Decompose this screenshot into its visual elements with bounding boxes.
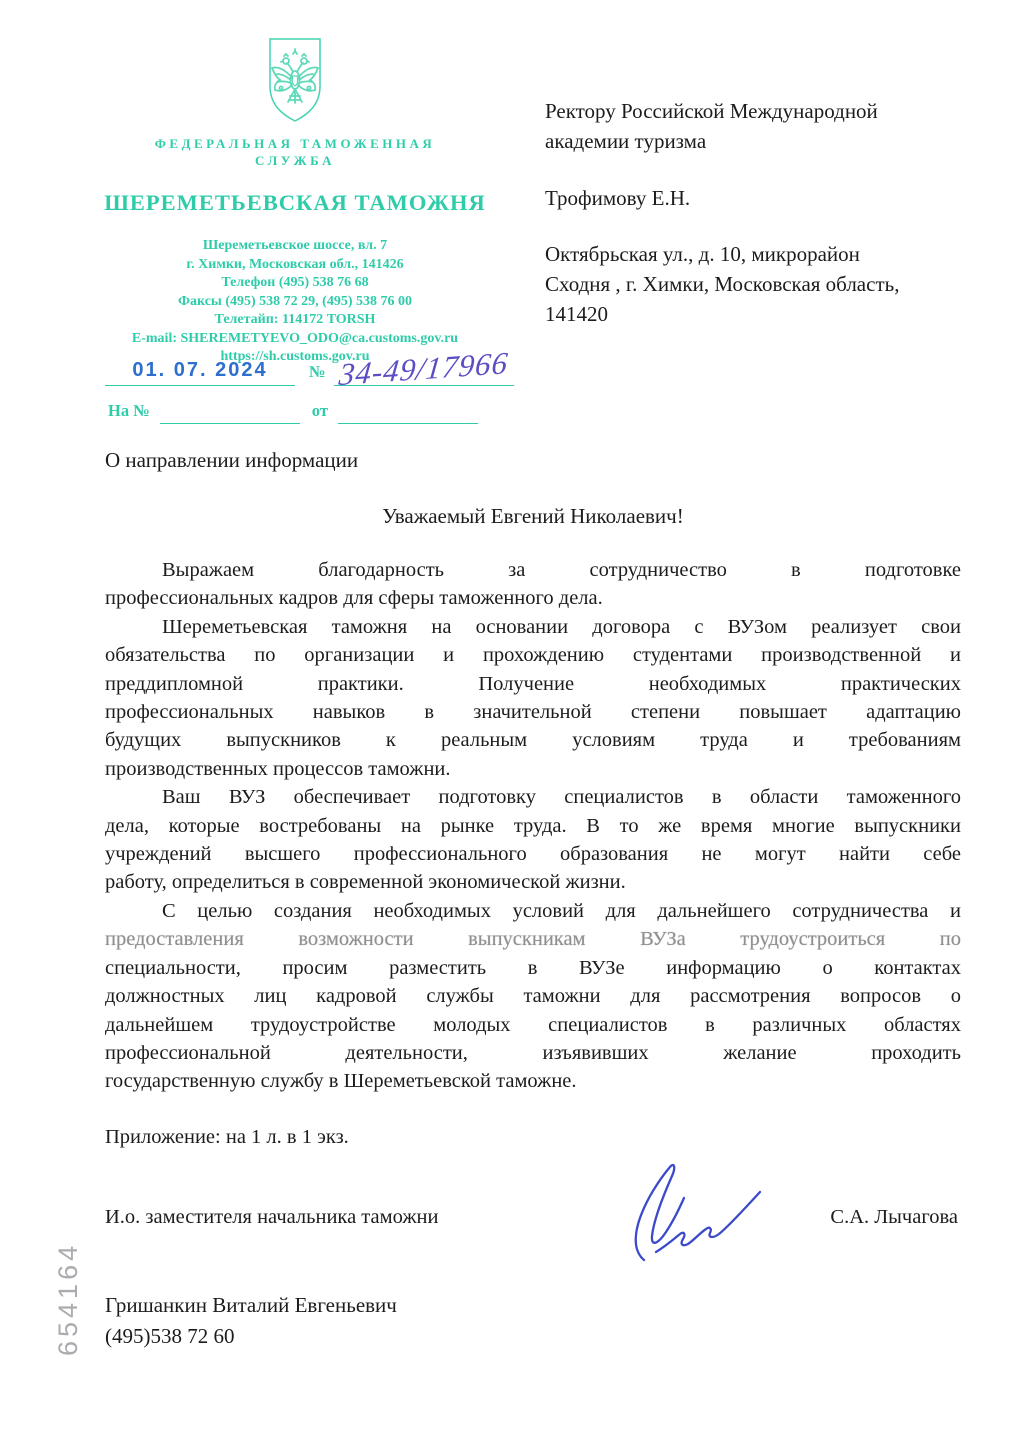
body-line: преддипломной практики. Получение необходимых практических <box>105 672 961 695</box>
letterhead-address-line: E-mail: SHEREMETYEVO_ODO@ca.customs.gov.ru <box>131 330 459 346</box>
recipient-name: Трофимову Е.Н. <box>545 186 691 210</box>
body-line: должностных лиц кадровой службы таможни для рассмотрения вопросов о <box>105 985 961 1008</box>
signature-scribble-icon <box>622 1152 772 1270</box>
org-name-line2: СЛУЖБА <box>255 153 335 168</box>
body-line: работу, определиться в современной экономической жизни. <box>105 871 626 894</box>
contact-name: Гришанкин Виталий Евгеньевич <box>105 1293 397 1317</box>
signer-position: И.о. заместителя начальника таможни <box>105 1206 439 1228</box>
body-line: производственных процессов таможни. <box>105 757 451 780</box>
body-line: Выражаем благодарность за сотрудничество в подготовке <box>162 559 961 581</box>
customs-name: ШЕРЕМЕТЬЕВСКАЯ ТАМОЖНЯ <box>104 190 486 215</box>
body-line: учреждений высшего профессионального образования не могут найти себе <box>105 843 961 866</box>
body-line: специальности, просим разместить в ВУЗе информацию о контактах <box>105 956 961 979</box>
body-line: предоставления возможности выпускникам ВУЗа трудоустроиться по <box>105 928 961 951</box>
recipient-address-line: Октябрьская ул., д. 10, микрорайон <box>545 242 860 266</box>
recipient-block <box>545 96 975 329</box>
letterhead-address-line: Телетайп: 114172 TORSH <box>214 312 376 327</box>
reference-row-incoming <box>108 398 528 424</box>
body-line: Шереметьевская таможня на основании договора с ВУЗом реализует свои <box>162 615 961 638</box>
recipient-org-lines <box>545 96 975 156</box>
letterhead-address-line: Факсы (495) 538 72 29, (495) 538 76 00 <box>177 293 413 309</box>
incoming-date-underline <box>338 401 478 424</box>
letterhead-address-line: https://sh.customs.gov.ru <box>220 349 370 364</box>
body-line: дела, которые востребованы на рынке труда. В то же время многие выпускники <box>105 814 961 837</box>
date-stamp: 01. 07. 2024 <box>132 359 268 381</box>
subject-line: О направлении информации <box>105 448 359 472</box>
contact-phone: (495)538 72 60 <box>105 1324 235 1348</box>
letterhead <box>95 34 495 367</box>
signature-row <box>105 1206 958 1229</box>
incoming-number-underline <box>160 401 300 424</box>
letter-body <box>105 556 961 1096</box>
coat-of-arms-icon <box>265 34 325 124</box>
outgoing-number-handwritten: 34-49/17966 <box>337 344 511 393</box>
on-number-label: На № <box>108 401 150 420</box>
contact-block <box>105 1290 397 1352</box>
body-line: профессиональной деятельности, изъявивших желание проходить <box>105 1041 961 1064</box>
from-label: от <box>311 401 328 420</box>
letterhead-address-line: Телефон (495) 538 76 68 <box>221 275 369 290</box>
reference-row-date-number <box>105 344 525 393</box>
attachment-note: Приложение: на 1 л. в 1 экз. <box>105 1126 349 1148</box>
body-line: обязательства по организации и прохождению студентами производственной и <box>105 644 961 667</box>
signer-name: С.А. Лычагова <box>830 1206 958 1228</box>
letterhead-address-line: Шереметьевское шоссе, вл. 7 <box>202 238 388 253</box>
outgoing-number-underline <box>334 344 514 393</box>
number-sign: № <box>309 362 326 381</box>
salutation: Уважаемый Евгений Николаевич! <box>382 504 684 528</box>
body-line: С целью создания необходимых условий для дальнейшего сотрудничества и <box>162 899 961 922</box>
org-name-line1: ФЕДЕРАЛЬНАЯ ТАМОЖЕННАЯ <box>154 136 436 151</box>
body-line: государственную службу в Шереметьевской таможне. <box>105 1070 577 1093</box>
recipient-org-line: академии туризма <box>545 129 707 153</box>
body-line: Ваш ВУЗ обеспечивает подготовку специалистов в области таможенного <box>162 786 961 809</box>
letterhead-address-line: г. Химки, Московская обл., 141426 <box>186 256 404 272</box>
recipient-org-line: Ректору Российской Международной <box>545 99 878 123</box>
recipient-address-line: Сходня , г. Химки, Московская область, <box>545 272 900 296</box>
date-underline <box>105 349 295 386</box>
body-line: профессиональных кадров для сферы таможенного дела. <box>105 587 603 610</box>
recipient-address-lines <box>545 239 975 329</box>
body-line: профессиональных навыков в значительной степени повышает адаптацию <box>105 701 961 724</box>
body-line: дальнейшем трудоустройстве молодых специалистов в различных областях <box>105 1013 961 1036</box>
body-line: будущих выпускников к реальным условиям труда и требованиям <box>105 729 961 752</box>
scan-number: 654164 <box>53 1241 83 1356</box>
org-name <box>95 135 495 169</box>
recipient-address-line: 141420 <box>545 302 608 326</box>
